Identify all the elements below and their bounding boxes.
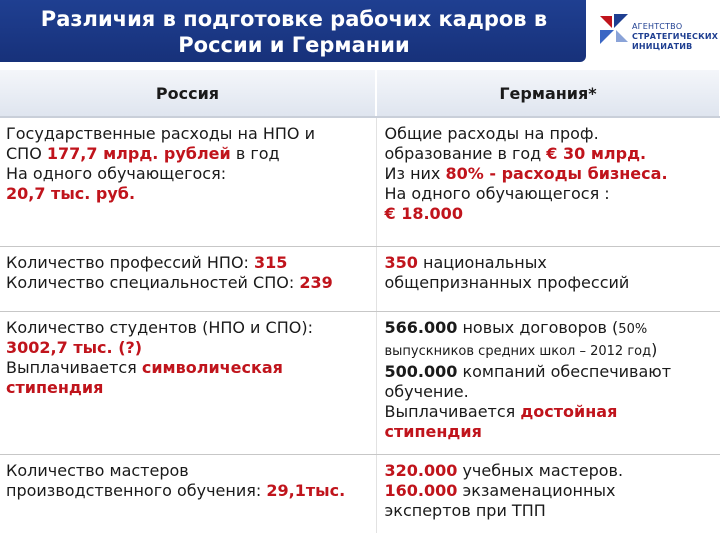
text-fragment: Выплачивается: [384, 402, 521, 421]
logo-mark-icon: [596, 10, 632, 46]
cell-text: [6, 358, 372, 378]
cell-germany-professions: [376, 247, 720, 312]
text-fragment: СПО: [6, 144, 47, 163]
text-fragment: Выплачивается: [6, 358, 142, 377]
table-row: [0, 117, 720, 247]
slide-header: [0, 0, 720, 66]
highlight-value: 239: [299, 273, 333, 292]
logo-line-2: СТРАТЕГИЧЕСКИХ: [632, 32, 719, 41]
highlight-value: 177,7 млрд. рублей: [46, 144, 231, 163]
cell-text: [6, 273, 372, 293]
cell-germany-spending: [376, 117, 720, 247]
cell-russia-spending: [0, 117, 376, 247]
text-fragment: Количество профессий НПО:: [6, 253, 255, 272]
column-header-germany: Германия*: [376, 70, 720, 117]
cell-text: общепризнанных профессий: [384, 273, 630, 292]
cell-text: На одного обучающегося :: [384, 184, 610, 203]
cell-text: На одного обучающегося:: [6, 164, 227, 183]
highlight-value: 20,7 тыс. руб.: [6, 184, 136, 203]
highlight-value: символическая: [141, 358, 283, 377]
cell-text: [385, 461, 717, 481]
cell-text: Количество студентов (НПО и СПО):: [6, 318, 313, 337]
cell-text: [385, 164, 717, 184]
cell-text: Количество мастеров: [6, 461, 189, 480]
highlight-value: € 18.000: [384, 204, 463, 223]
text-fragment: экзаменационных: [457, 481, 616, 500]
text-fragment: 50%: [618, 322, 648, 337]
cell-text: экспертов при ТПП: [384, 501, 546, 520]
cell-text: [6, 144, 372, 164]
highlight-value: 160.000: [384, 481, 458, 500]
cell-russia-masters: [0, 455, 376, 534]
text-fragment: новых договоров (: [457, 318, 619, 337]
cell-text: [6, 253, 372, 273]
text-fragment: ): [651, 340, 658, 359]
agency-logo: [596, 4, 719, 58]
title-banner: [0, 0, 586, 62]
cell-germany-students: [376, 312, 720, 455]
cell-text: [385, 318, 717, 340]
text-fragment: Количество специальностей СПО:: [6, 273, 300, 292]
cell-russia-students: [0, 312, 376, 455]
text-fragment: национальных: [417, 253, 547, 272]
highlight-value: достойная: [520, 402, 618, 421]
highlight-value: 350: [384, 253, 418, 272]
highlight-value: 80% - расходы бизнеса.: [445, 164, 668, 183]
table-row: [0, 247, 720, 312]
cell-text: [385, 144, 717, 164]
highlight-value: 315: [254, 253, 288, 272]
highlight-value: 3002,7 тыс. (?): [6, 338, 143, 357]
logo-text: [632, 22, 718, 52]
highlight-value: 566.000: [384, 318, 458, 337]
cell-text: [385, 253, 717, 273]
highlight-value: 500.000: [384, 362, 458, 381]
highlight-value: 29,1тыс.: [266, 481, 346, 500]
cell-text: Общие расходы на проф.: [384, 124, 599, 143]
table-row: [0, 455, 720, 534]
text-fragment: выпускников средних школ – 2012 год: [384, 344, 652, 359]
text-fragment: компаний обеспечивают: [457, 362, 672, 381]
comparison-table: [0, 70, 720, 533]
text-fragment: Из них: [384, 164, 446, 183]
text-fragment: в год: [230, 144, 280, 163]
highlight-value: € 30 млрд.: [546, 144, 647, 163]
cell-russia-professions: [0, 247, 376, 312]
slide-title-line-1: Различия в подготовке рабочих кадров в: [40, 7, 548, 31]
cell-text: [385, 481, 717, 501]
cell-text: [385, 340, 717, 362]
highlight-value: стипендия: [6, 378, 104, 397]
cell-text: [6, 481, 372, 501]
cell-text: [385, 362, 717, 382]
column-header-russia: Россия: [0, 70, 376, 117]
text-fragment: образование в год: [384, 144, 547, 163]
logo-line-1: АГЕНТСТВО: [632, 22, 683, 31]
logo-line-3: ИНИЦИАТИВ: [632, 42, 693, 51]
highlight-value: 320.000: [384, 461, 458, 480]
slide-title-line-2: России и Германии: [178, 33, 410, 57]
cell-text: обучение.: [384, 382, 469, 401]
text-fragment: учебных мастеров.: [457, 461, 624, 480]
highlight-value: стипендия: [384, 422, 482, 441]
table-row: [0, 312, 720, 455]
cell-text: [385, 402, 717, 422]
cell-text: Государственные расходы на НПО и: [6, 124, 315, 143]
text-fragment: производственного обучения:: [6, 481, 267, 500]
cell-germany-masters: [376, 455, 720, 534]
